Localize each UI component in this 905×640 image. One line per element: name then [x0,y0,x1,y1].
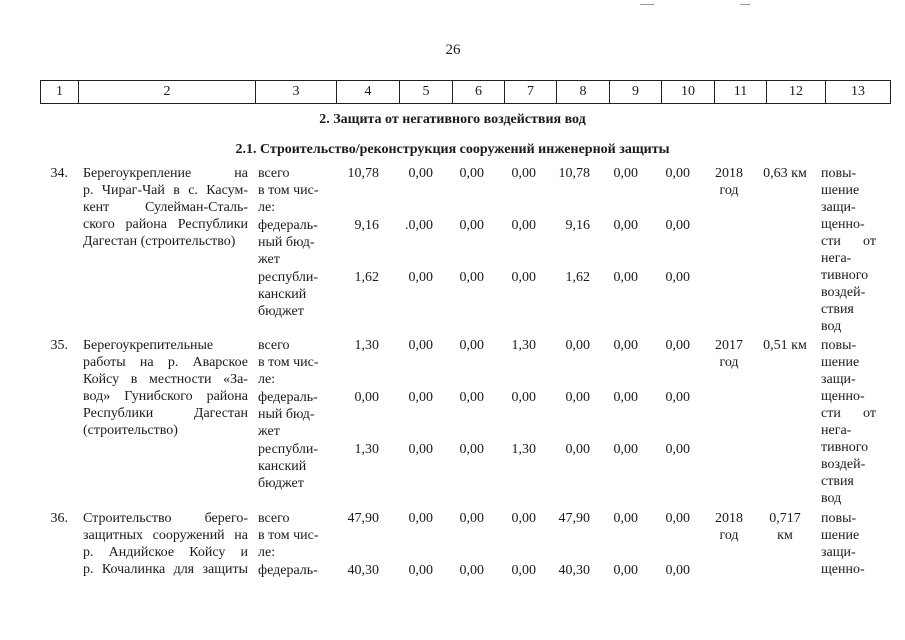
col-header: 8 [557,81,610,104]
capacity-value: 0,51 км [763,338,807,353]
fund-value: 0,00 [408,338,433,353]
capacity-value: км [777,528,793,543]
purpose-line: ствия [821,302,854,317]
fund-source-label: в том чис- [258,183,319,198]
fund-value: 1,62 [354,270,379,285]
col-header: 11 [715,81,767,104]
purpose-line: повы- [821,338,857,353]
purpose-line: вод [821,491,842,506]
fund-source-label: канский [258,459,307,474]
purpose-line: защи- [821,200,856,215]
fund-value: 10,78 [347,166,379,181]
fund-value: 0,00 [459,166,484,181]
purpose-line: щенно- [821,389,865,404]
fund-source-label: в том чис- [258,528,319,543]
fund-value: 0,00 [613,338,638,353]
fund-value: 40,30 [558,563,590,578]
commission-year: 2018 [715,166,743,181]
object-name-line: Койсу в местности «За- [83,372,248,387]
purpose-line: щенно- [821,562,865,577]
purpose-line: шение [821,355,860,370]
fund-source-label: республи- [258,442,318,457]
fund-source-label: федераль- [258,390,318,405]
fund-source-label: бюджет [258,476,304,491]
purpose-line: воздей- [821,285,866,300]
purpose-line: нега- [821,251,852,266]
fund-value: 1,62 [565,270,590,285]
fund-value: 0,00 [665,442,690,457]
fund-value: 0,00 [665,511,690,526]
fund-value: 47,90 [558,511,590,526]
fund-value: 0,00 [511,218,536,233]
fund-value: 0,00 [408,442,433,457]
fund-value: 0,00 [459,218,484,233]
col-header: 9 [610,81,662,104]
scan-artifact [740,4,750,5]
fund-value: 0,00 [459,511,484,526]
fund-value: 0,00 [459,338,484,353]
page-number: 26 [445,42,461,58]
purpose-line: вод [821,319,842,334]
fund-value: 1,30 [354,442,379,457]
object-name-line: Берегоукрепление на [83,166,248,181]
fund-value: .0,00 [405,218,433,233]
fund-source-label: жет [258,252,280,267]
subsection-title: 2.1. Строительство/реконструкция сооружений инженерной защиты [235,142,670,157]
col-header: 5 [400,81,453,104]
fund-value: 0,00 [613,442,638,457]
fund-value: 0,00 [408,166,433,181]
fund-value: 9,16 [565,218,590,233]
object-name-line: Республики Дагестан [83,406,248,421]
purpose-line: сти от [821,406,876,421]
fund-source-label: федераль- [258,563,318,578]
capacity-value: 0,63 км [763,166,807,181]
fund-value: 0,00 [408,390,433,405]
fund-value: 0,00 [665,563,690,578]
object-name-line: р. Чираг-Чай в с. Касум- [83,183,248,198]
purpose-line: нега- [821,423,852,438]
fund-value: 0,00 [665,270,690,285]
fund-value: 0,00 [613,390,638,405]
fund-value: 0,00 [459,390,484,405]
col-header: 4 [337,81,400,104]
commission-year: 2017 [715,338,743,353]
col-header: 2 [79,81,256,104]
commission-year: год [719,528,739,543]
fund-value: 0,00 [511,390,536,405]
object-name-line: (строительство) [83,423,178,438]
fund-value: 0,00 [511,511,536,526]
object-name-line: ского района Республики [83,217,248,232]
col-header: 13 [826,81,891,104]
fund-value: 1,30 [511,338,536,353]
object-name-line: р. Андийское Койсу и [83,545,248,560]
fund-value: 0,00 [565,338,590,353]
fund-value: 0,00 [613,563,638,578]
fund-value: 0,00 [613,270,638,285]
object-name-line: Берегоукрепительные [83,338,214,353]
purpose-line: ствия [821,474,854,489]
fund-value: 0,00 [459,563,484,578]
fund-value: 10,78 [558,166,590,181]
fund-source-label: ле: [258,545,276,560]
row-number: 36. [50,511,68,526]
fund-source-label: всего [258,166,290,181]
fund-value: 0,00 [408,511,433,526]
fund-value: 40,30 [347,563,379,578]
object-name-line: защитных сооружений на [83,528,248,543]
column-header-row [41,81,891,104]
capacity-value: 0,717 [769,511,801,526]
fund-value: 0,00 [459,442,484,457]
fund-value: 0,00 [665,390,690,405]
commission-year: год [719,355,739,370]
purpose-line: тивного [821,268,869,283]
fund-value: 9,16 [354,218,379,233]
purpose-line: шение [821,528,860,543]
purpose-line: защи- [821,372,856,387]
object-name-line: Строительство берего- [83,511,248,526]
fund-value: 0,00 [613,218,638,233]
fund-value: 0,00 [665,338,690,353]
object-name-line: работы на р. Аварское [83,355,248,370]
col-header: 1 [41,81,79,104]
section-title: 2. Защита от негативного воздействия вод [319,112,586,127]
fund-value: 1,30 [354,338,379,353]
row-number: 34. [50,166,68,181]
fund-value: 0,00 [354,390,379,405]
fund-value: 0,00 [459,270,484,285]
purpose-line: щенно- [821,217,865,232]
col-header: 3 [256,81,337,104]
col-header: 10 [662,81,715,104]
col-header: 12 [767,81,826,104]
fund-value: 0,00 [665,166,690,181]
purpose-line: шение [821,183,860,198]
fund-source-label: федераль- [258,218,318,233]
column-header-table [40,80,891,104]
purpose-line: защи- [821,545,856,560]
fund-source-label: республи- [258,270,318,285]
row-number: 35. [50,338,68,353]
fund-value: 47,90 [347,511,379,526]
col-header: 6 [453,81,505,104]
fund-source-label: всего [258,511,290,526]
fund-value: 0,00 [565,390,590,405]
fund-value: 0,00 [408,563,433,578]
fund-value: 0,00 [565,442,590,457]
object-name-line: р. Кочалинка для защиты [83,562,248,577]
fund-source-label: ный бюд- [258,235,315,250]
fund-value: 0,00 [613,511,638,526]
purpose-line: повы- [821,511,857,526]
fund-source-label: жет [258,424,280,439]
fund-value: 1,30 [511,442,536,457]
object-name-line: вод» Гунибского района [83,389,248,404]
scan-artifact [640,4,654,5]
fund-value: 0,00 [511,270,536,285]
purpose-line: сти от [821,234,876,249]
fund-source-label: ный бюд- [258,407,315,422]
fund-source-label: ле: [258,372,276,387]
fund-value: 0,00 [408,270,433,285]
commission-year: год [719,183,739,198]
fund-value: 0,00 [511,166,536,181]
fund-source-label: канский [258,287,307,302]
fund-source-label: всего [258,338,290,353]
commission-year: 2018 [715,511,743,526]
purpose-line: воздей- [821,457,866,472]
col-header: 7 [505,81,557,104]
fund-value: 0,00 [511,563,536,578]
purpose-line: повы- [821,166,857,181]
fund-source-label: в том чис- [258,355,319,370]
fund-value: 0,00 [665,218,690,233]
fund-source-label: бюджет [258,304,304,319]
purpose-line: тивного [821,440,869,455]
fund-value: 0,00 [613,166,638,181]
fund-source-label: ле: [258,200,276,215]
object-name-line: кент Сулейман-Сталь- [83,200,248,215]
object-name-line: Дагестан (строительство) [83,234,236,249]
